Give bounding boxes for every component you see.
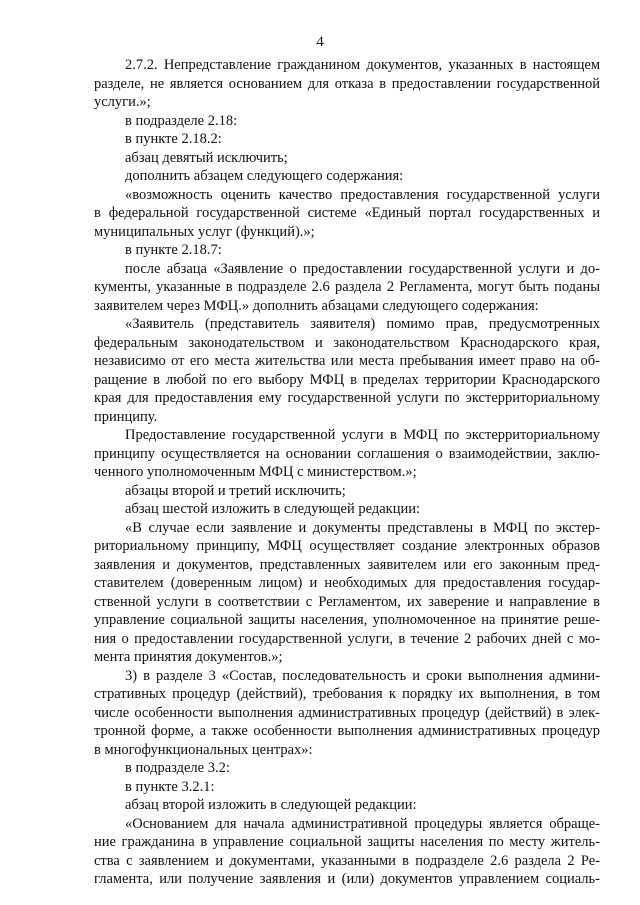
text-line: в пункте 3.2.1:	[125, 778, 215, 795]
text-line: принципу осуществляется на основании соглашения о взаимодействии, заклю-	[94, 445, 600, 462]
text-line: «Заявитель (представитель заявителя) помимо прав, предусмотренных	[125, 316, 600, 332]
text-line: заявителем через МФЦ.» дополнить абзацами следующего содержания:	[94, 297, 539, 314]
text-line: ние гражданина в управление социальной защиты населения по месту житель-	[94, 834, 600, 850]
text-line: 2.7.2. Непредставление гражданином документов, указанных в настоящем	[125, 57, 600, 73]
text-line: в подразделе 2.18:	[125, 112, 238, 129]
text-line: ставителем (доверенным лицом) и необходимых для предоставления государ-	[94, 575, 600, 591]
page-number: 4	[316, 34, 324, 50]
text-line: ращение в любой по его выбору МФЦ в пределах территории Краснодарского	[94, 371, 600, 388]
text-line: в многофункциональных центрах»:	[94, 741, 313, 758]
text-line: в пункте 2.18.2:	[125, 131, 222, 147]
document-body	[94, 56, 600, 889]
text-line: в пункте 2.18.7:	[125, 242, 222, 258]
text-line: ния о предоставлении государственной услуги, в течение 2 рабочих дней с мо-	[94, 630, 600, 647]
text-line: дополнить абзацем следующего содержания:	[125, 168, 404, 184]
text-line: абзац шестой изложить в следующей редакции:	[125, 501, 420, 517]
text-line: принципу.	[94, 408, 158, 425]
text-line: риториальному принципу, МФЦ осуществляет создание электронных образов	[94, 538, 600, 554]
text-line: гламента, или получение заявления и (или) документов управлением социаль-	[94, 871, 600, 887]
text-line: края для предоставления ему государственной услуги по экстерриториальному	[94, 390, 600, 406]
text-line: муниципальных услуг (функций).»;	[94, 223, 315, 240]
text-line: ченного уполномоченным МФЦ с министерством.»;	[94, 464, 417, 480]
text-line: заявления и документов, представленных заявителем или его законным пред-	[94, 556, 600, 573]
text-line: абзац девятый исключить;	[125, 149, 288, 166]
text-line: абзацы второй и третий исключить;	[125, 482, 346, 499]
text-line: федеральным законодательством и законодательством Краснодарского края,	[94, 334, 600, 351]
text-line: кументы, указанные в подразделе 2.6 раздела 2 Регламента, могут быть поданы	[94, 279, 600, 295]
text-line: мента принятия документов.»;	[94, 649, 283, 665]
text-line: тронной форме, а также особенности выполнения административных процедур	[94, 723, 600, 739]
text-line: ства с заявлением и документами, указанными в подразделе 2.6 раздела 2 Ре-	[94, 852, 600, 869]
text-line: ственной услуги в соответствии с Регламентом, их заверение и направление в	[94, 593, 600, 610]
text-line: стративных процедур (действий), требования к порядку их выполнения, в том	[94, 686, 600, 702]
text-line: «возможность оценить качество предоставления государственной услуги	[125, 186, 600, 203]
text-line: в федеральной государственной системе «Единый портал государственных и	[94, 205, 600, 221]
text-line: управление социальной защиты населения, уполномоченное на принятие реше-	[94, 612, 600, 628]
text-line: числе особенности выполнения административных процедур (действий) в элек-	[94, 704, 600, 721]
text-line: 3) в разделе 3 «Состав, последовательность и сроки выполнения админи-	[125, 667, 600, 684]
text-line: Предоставление государственной услуги в МФЦ по экстерриториальному	[125, 427, 600, 443]
text-line: независимо от его места жительства или места пребывания имеет право на об-	[94, 353, 600, 369]
text-line: «Основанием для начала административной процедуры является обраще-	[125, 815, 600, 832]
text-line: «В случае если заявление и документы представлены в МФЦ по экстер-	[125, 519, 600, 536]
text-line: разделе, не является основанием для отказа в предоставлении государственной	[94, 75, 600, 92]
text-line: услуги.»;	[94, 94, 151, 110]
text-line: после абзаца «Заявление о предоставлении государственной услуги и до-	[125, 260, 600, 277]
text-line: в подразделе 3.2:	[125, 760, 230, 776]
text-line: абзац второй изложить в следующей редакции:	[125, 797, 417, 813]
